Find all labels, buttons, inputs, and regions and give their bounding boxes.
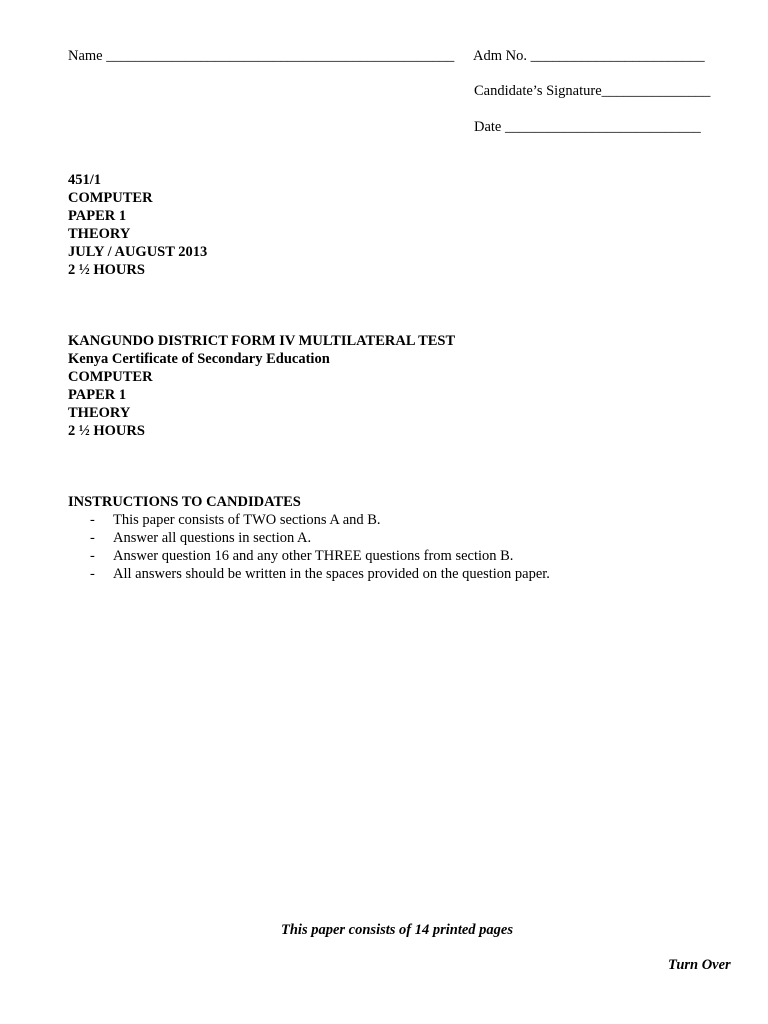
exam-paper-type: THEORY [68,405,131,421]
paper-duration: 2 ½ HOURS [68,262,145,278]
instruction-item: - Answer all questions in section A. [90,530,312,546]
exam-subject: COMPUTER [68,369,153,385]
turn-over-note: Turn Over [668,957,731,973]
bullet-dash: - [90,566,95,582]
exam-paper-number: PAPER 1 [68,387,127,403]
paper-number: PAPER 1 [68,208,127,224]
instructions-heading: INSTRUCTIONS TO CANDIDATES [68,494,301,510]
paper-info-block [68,171,207,279]
printed-pages-note: This paper consists of 14 printed pages [281,922,514,938]
instruction-item: - All answers should be written in the spaces provided on the question paper. [90,566,550,582]
exam-info-block [68,332,455,440]
instructions-list [68,511,550,583]
paper-subject: COMPUTER [68,190,153,206]
candidate-signature-line: Candidate’s Signature_______________ [474,83,711,99]
instruction-item: - Answer question 16 and any other THREE questions from section B. [90,548,514,564]
bullet-dash: - [90,530,95,546]
instruction-item: - This paper consists of TWO sections A and B. [90,512,381,528]
paper-type: THEORY [68,226,131,242]
adm-no-field-line: Adm No. ________________________ [473,48,705,64]
bullet-dash: - [90,548,95,564]
name-field-line: Name ________________________________________________ [68,48,455,64]
bullet-dash: - [90,512,95,528]
exam-duration: 2 ½ HOURS [68,423,145,439]
paper-session: JULY / AUGUST 2013 [68,244,208,260]
instructions-section [68,493,550,583]
exam-certificate: Kenya Certificate of Secondary Education [68,351,330,367]
date-field-line: Date ___________________________ [474,119,701,135]
exam-title: KANGUNDO DISTRICT FORM IV MULTILATERAL TEST [68,333,456,349]
paper-code: 451/1 [68,172,102,188]
